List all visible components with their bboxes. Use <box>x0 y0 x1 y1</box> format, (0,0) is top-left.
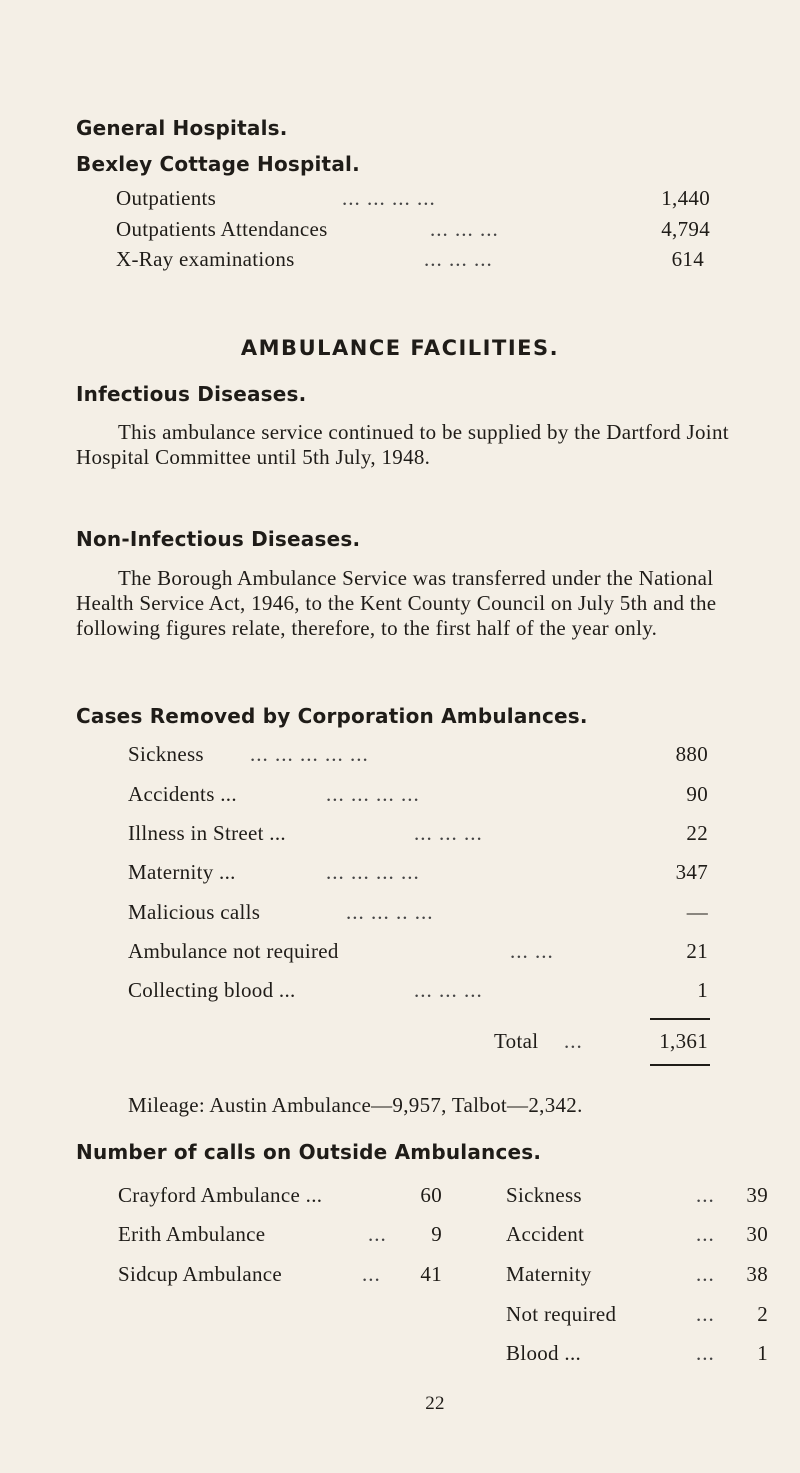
row-leader-dots: ... <box>696 1302 715 1326</box>
row-label: Maternity <box>506 1262 592 1286</box>
row-value: — <box>686 900 708 924</box>
case-row-illness-in-street <box>128 821 708 847</box>
row-leader-dots: ... <box>368 1222 387 1246</box>
non-infectious-diseases-heading: Non-Infectious Diseases. <box>76 527 361 551</box>
row-leader-dots: ... ... ... <box>414 978 483 1002</box>
case-row-sickness <box>128 742 708 768</box>
row-value: 2 <box>757 1302 768 1326</box>
row-leader-dots: ... <box>696 1222 715 1246</box>
row-leader-dots: ... ... ... <box>430 217 499 241</box>
stat-row-outpatients <box>116 186 710 212</box>
row-value: 9 <box>431 1222 442 1246</box>
row-value: 614 <box>671 247 704 271</box>
infectious-diseases-text: This ambulance service continued to be supplied by the Dartford Joint Hospital Committee until 5th July, 1948. <box>76 420 729 469</box>
outside-row-not-required <box>506 1302 768 1328</box>
row-value: 1,440 <box>661 186 710 210</box>
total-bottom-rule <box>650 1064 710 1066</box>
row-label: Sickness <box>128 742 204 766</box>
row-value: 41 <box>420 1262 442 1286</box>
row-leader-dots: ... ... ... ... ... <box>250 742 369 766</box>
row-value: 4,794 <box>661 217 710 241</box>
stat-row-outpatient-attendances <box>116 217 710 243</box>
row-value: 21 <box>686 939 708 963</box>
case-row-ambulance-not-required <box>128 939 708 965</box>
row-label: Accidents ... <box>128 782 237 806</box>
row-leader-dots: ... ... ... ... <box>326 782 420 806</box>
non-infectious-diseases-text: The Borough Ambulance Service was transferred under the National Health Service Act, 1946, to the Kent County Council on July 5th and the following figures relate, therefore, to the first half of the year only. <box>76 566 717 640</box>
row-leader-dots: ... ... ... ... <box>326 860 420 884</box>
stat-row-xray <box>116 247 710 273</box>
ambulance-facilities-title: AMBULANCE FACILITIES. <box>240 336 560 360</box>
total-value: 1,361 <box>659 1029 708 1053</box>
total-label: Total <box>494 1029 539 1053</box>
mileage-text: Mileage: Austin Ambulance—9,957, Talbot—2,342. <box>128 1093 583 1117</box>
outside-row-sidcup <box>118 1262 442 1288</box>
row-value: 90 <box>686 782 708 806</box>
case-row-collecting-blood <box>128 978 708 1004</box>
row-label: Accident <box>506 1222 585 1246</box>
infectious-diseases-heading: Infectious Diseases. <box>76 382 307 406</box>
row-leader-dots: ... ... .. ... <box>346 900 434 924</box>
row-value: 22 <box>686 821 708 845</box>
row-value: 60 <box>420 1183 442 1207</box>
bexley-hospital-heading: Bexley Cottage Hospital. <box>76 152 360 176</box>
row-label: X-Ray examinations <box>116 247 295 271</box>
row-label: Malicious calls <box>128 900 261 924</box>
row-leader-dots: ... ... ... <box>414 821 483 845</box>
row-label: Outpatients Attendances <box>116 217 328 241</box>
total-top-rule <box>650 1018 710 1020</box>
row-leader-dots: ... <box>696 1341 715 1365</box>
cases-removed-heading: Cases Removed by Corporation Ambulances. <box>76 704 588 728</box>
row-leader-dots: ... <box>696 1183 715 1207</box>
row-label: Illness in Street ... <box>128 821 286 845</box>
row-label: Sidcup Ambulance <box>118 1262 283 1286</box>
row-value: 347 <box>675 860 708 884</box>
row-value: 39 <box>746 1183 768 1207</box>
row-leader-dots: ... <box>696 1262 715 1286</box>
row-label: Crayford Ambulance ... <box>118 1183 323 1207</box>
row-label: Maternity ... <box>128 860 236 884</box>
outside-row-maternity <box>506 1262 768 1288</box>
outside-row-accident <box>506 1222 768 1248</box>
row-value: 30 <box>746 1222 768 1246</box>
general-hospitals-heading: General Hospitals. <box>76 116 288 140</box>
row-leader-dots: ... ... <box>510 939 554 963</box>
row-value: 1 <box>697 978 708 1002</box>
row-label: Blood ... <box>506 1341 582 1365</box>
outside-ambulances-heading: Number of calls on Outside Ambulances. <box>76 1140 542 1164</box>
row-leader-dots: ... <box>362 1262 381 1286</box>
row-label: Outpatients <box>116 186 217 210</box>
row-leader-dots: ... ... ... <box>424 247 493 271</box>
outside-row-sickness <box>506 1183 768 1209</box>
row-value: 38 <box>746 1262 768 1286</box>
row-leader-dots: ... <box>564 1029 583 1053</box>
row-leader-dots: ... ... ... ... <box>342 186 436 210</box>
outside-row-erith <box>118 1222 442 1248</box>
row-label: Erith Ambulance <box>118 1222 266 1246</box>
case-row-accidents <box>128 782 708 808</box>
case-row-maternity <box>128 860 708 886</box>
page-number: 22 <box>425 1393 445 1414</box>
row-value: 1 <box>757 1341 768 1365</box>
outside-row-crayford <box>118 1183 442 1209</box>
case-row-malicious-calls <box>128 900 708 926</box>
case-row-total <box>128 1029 708 1055</box>
row-label: Collecting blood ... <box>128 978 296 1002</box>
row-label: Sickness <box>506 1183 582 1207</box>
row-value: 880 <box>675 742 708 766</box>
row-label: Not required <box>506 1302 617 1326</box>
outside-row-blood <box>506 1341 768 1367</box>
row-label: Ambulance not required <box>128 939 339 963</box>
